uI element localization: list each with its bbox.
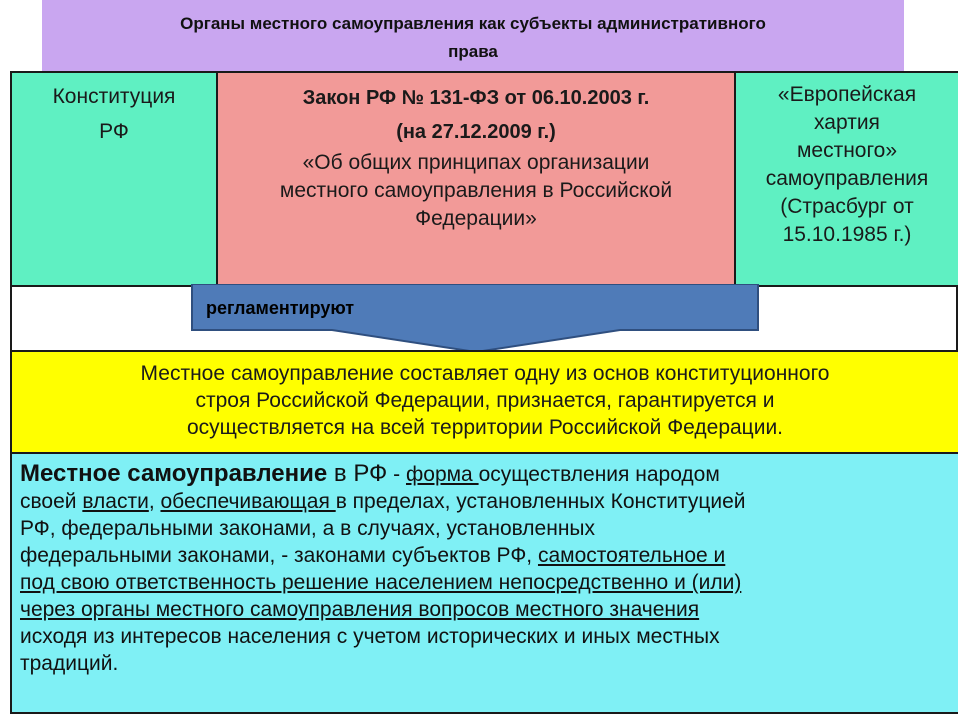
definition-line-1 [20,460,950,488]
law-name-line-1: «Об общих принципах организации [302,151,650,174]
definition-text-1: осуществления народом [478,463,720,486]
charter-line-6: 15.10.1985 г.) [782,223,912,246]
definition-forma: форма [405,463,479,486]
law-name-line-3: Федерации» [415,207,537,230]
slide-title [42,0,904,71]
definition-dash: - [387,463,406,486]
law-cell [218,73,736,285]
title-line-2: права [448,42,498,61]
definition-text-3: в пределах, установленных Конституцией [335,490,746,513]
definition-underline-1: самостоятельное и [537,544,726,567]
definition-term: Местное самоуправление [20,460,328,487]
definition-line-3: РФ, федеральными законами, а в случаях, установленных [20,517,596,540]
definition-text-5: федеральными законами, - законами субъектов РФ, [20,544,538,567]
definition-text-2: своей [20,490,83,513]
down-arrow-icon [190,284,762,354]
definition-line-8: традиций. [20,652,119,675]
law-revision: (на 27.12.2009 г.) [396,121,556,143]
principle-line-2: строя Российской Федерации, признается, гарантируется и [195,389,775,412]
definition-comma: , [148,490,161,513]
charter-cell [736,73,958,285]
definition-obesp: обеспечивающая [160,490,336,513]
definition-vlasti: власти [82,490,149,513]
charter-line-5: (Страсбург от [780,195,914,218]
title-line-1: Органы местного самоуправления как субъекты административного [180,14,766,33]
definition-line-5: под свою ответственность решение населением непосредственно и (или) [20,571,742,594]
definition-line-6: через органы местного самоуправления вопросов местного значения [20,598,700,621]
arrow-label: регламентируют [206,298,355,318]
definition-text [20,460,950,677]
constitution-cell [12,73,218,285]
definition-line-4 [20,542,950,569]
principle-box [12,352,958,454]
charter-line-4: самоуправления [765,167,929,190]
definition-in-rf: в РФ [327,460,388,487]
law-title: Закон РФ № 131-ФЗ от 06.10.2003 г. [302,87,650,109]
charter-line-3: местного» [796,139,898,162]
definition-line-2 [20,488,950,515]
principle-line-1: Местное самоуправление составляет одну из основ конституционного [140,362,830,385]
definition-line-7: исходя из интересов населения с учетом исторических и иных местных [20,625,720,648]
constitution-line-1: Конституция [52,85,176,108]
principle-line-3: осуществляется на всей территории Российской Федерации. [186,416,784,439]
charter-line-2: хартия [814,111,880,134]
law-name-line-2: местного самоуправления в Российской [279,179,673,202]
charter-line-1: «Европейская [777,83,917,106]
constitution-line-2: РФ [99,120,129,143]
